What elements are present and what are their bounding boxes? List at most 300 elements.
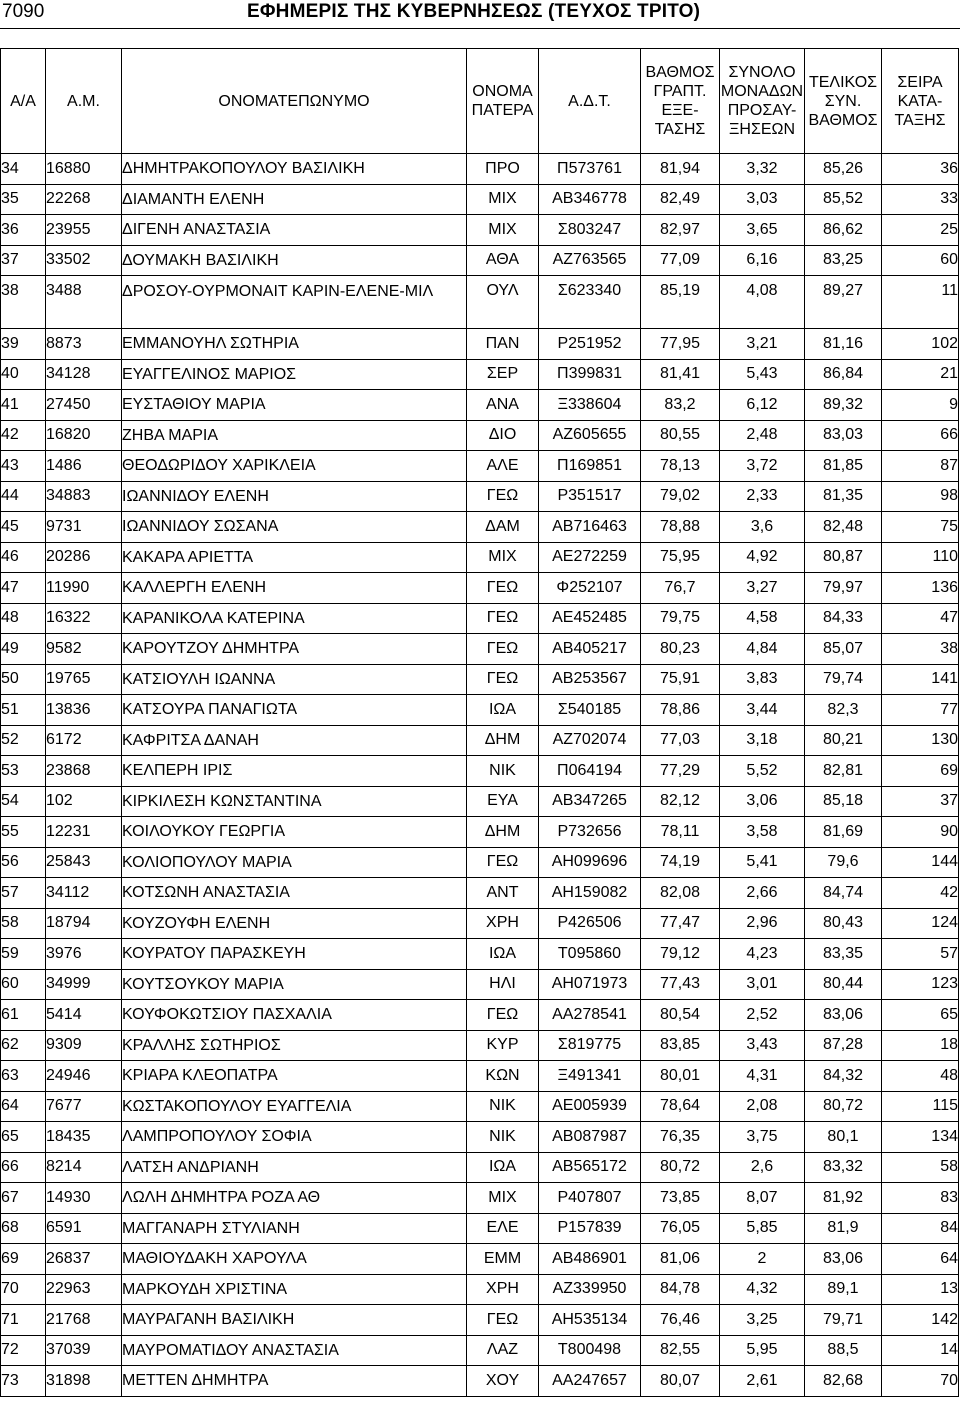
cell-final: 85,26 [805,154,882,185]
cell-rank: 75 [882,512,959,543]
cell-grade: 75,91 [641,664,720,695]
cell-aa: 63 [1,1061,46,1092]
cell-father: ΓΕΩ [467,603,539,634]
cell-points: 6,16 [720,245,805,276]
cell-points: 4,58 [720,603,805,634]
cell-rank: 77 [882,695,959,726]
cell-points: 2,52 [720,1000,805,1031]
cell-points: 3,58 [720,817,805,848]
cell-final: 87,28 [805,1030,882,1061]
cell-final: 83,32 [805,1152,882,1183]
cell-adt: ΑΖ605655 [539,420,641,451]
cell-adt: Π399831 [539,359,641,390]
table-row [1,939,959,970]
cell-name: ΚΙΡΚΙΛΕΣΗ ΚΩΝΣΤΑΝΤΙΝΑ [122,786,467,817]
cell-final: 89,27 [805,276,882,329]
table-row [1,1091,959,1122]
cell-adt: Σ540185 [539,695,641,726]
cell-father: ΔΗΜ [467,817,539,848]
table-row [1,1244,959,1275]
cell-am: 1486 [46,451,122,482]
cell-final: 79,74 [805,664,882,695]
cell-aa: 71 [1,1305,46,1336]
cell-name: ΔΗΜΗΤΡΑΚΟΠΟΥΛΟΥ ΒΑΣΙΛΙΚΗ [122,154,467,185]
cell-father: ΕΥΑ [467,786,539,817]
col-header-grade: ΒΑΘΜΟΣ ΓΡΑΠΤ. ΕΞΕ- ΤΑΣΗΣ [641,49,720,154]
cell-father: ΜΙΧ [467,184,539,215]
cell-name: ΖΗΒΑ ΜΑΡΙΑ [122,420,467,451]
cell-name: ΚΑΤΣΟΥΡΑ ΠΑΝΑΓΙΩΤΑ [122,695,467,726]
cell-aa: 51 [1,695,46,726]
cell-rank: 136 [882,573,959,604]
cell-points: 2,6 [720,1152,805,1183]
table-row [1,1213,959,1244]
table-row [1,817,959,848]
table-header-row [1,49,959,154]
cell-father: ΓΕΩ [467,481,539,512]
cell-am: 34112 [46,878,122,909]
cell-am: 7677 [46,1091,122,1122]
cell-am: 6591 [46,1213,122,1244]
cell-grade: 77,95 [641,329,720,360]
cell-name: ΛΩΛΗ ΔΗΜΗΤΡΑ ΡΟΖΑ ΑΘ [122,1183,467,1214]
cell-name: ΚΡΙΑΡΑ ΚΛΕΟΠΑΤΡΑ [122,1061,467,1092]
cell-final: 89,32 [805,390,882,421]
cell-final: 85,07 [805,634,882,665]
cell-rank: 33 [882,184,959,215]
cell-grade: 80,01 [641,1061,720,1092]
cell-am: 14930 [46,1183,122,1214]
cell-points: 2,96 [720,908,805,939]
cell-am: 33502 [46,245,122,276]
cell-father: ΔΗΜ [467,725,539,756]
cell-rank: 98 [882,481,959,512]
cell-father: ΔΙΟ [467,420,539,451]
cell-points: 2 [720,1244,805,1275]
cell-points: 3,03 [720,184,805,215]
cell-father: ΑΘΑ [467,245,539,276]
cell-name: ΙΩΑΝΝΙΔΟΥ ΕΛΕΝΗ [122,481,467,512]
page-number: 7090 [2,1,45,22]
cell-aa: 44 [1,481,46,512]
cell-grade: 79,12 [641,939,720,970]
cell-grade: 83,85 [641,1030,720,1061]
cell-final: 85,18 [805,786,882,817]
cell-adt: ΑΗ099696 [539,847,641,878]
table-row [1,1366,959,1397]
cell-points: 2,61 [720,1366,805,1397]
cell-adt: Ξ338604 [539,390,641,421]
cell-name: ΛΑΜΠΡΟΠΟΥΛΟΥ ΣΟΦΙΑ [122,1122,467,1153]
cell-points: 4,23 [720,939,805,970]
col-header-am: Α.Μ. [46,49,122,154]
cell-final: 86,84 [805,359,882,390]
cell-points: 4,92 [720,542,805,573]
table-row [1,1030,959,1061]
table-row [1,184,959,215]
cell-adt: Π169851 [539,451,641,482]
cell-am: 27450 [46,390,122,421]
cell-final: 83,25 [805,245,882,276]
cell-points: 4,31 [720,1061,805,1092]
cell-adt: ΑΕ452485 [539,603,641,634]
cell-grade: 75,95 [641,542,720,573]
cell-father: ΗΛΙ [467,969,539,1000]
cell-am: 9731 [46,512,122,543]
cell-aa: 69 [1,1244,46,1275]
cell-points: 4,08 [720,276,805,329]
cell-name: ΜΑΥΡΟΜΑΤΙΔΟΥ ΑΝΑΣΤΑΣΙΑ [122,1335,467,1366]
cell-rank: 124 [882,908,959,939]
cell-aa: 42 [1,420,46,451]
cell-name: ΚΟΤΣΩΝΗ ΑΝΑΣΤΑΣΙΑ [122,878,467,909]
cell-father: ΑΝΑ [467,390,539,421]
cell-rank: 58 [882,1152,959,1183]
cell-name: ΔΡΟΣΟΥ-ΟΥΡΜΟΝΑΙΤ ΚΑΡΙΝ-ΕΛΕΝΕ-ΜΙΛ [122,276,467,329]
cell-final: 86,62 [805,215,882,246]
table-row [1,154,959,185]
cell-aa: 46 [1,542,46,573]
cell-name: ΚΟΙΛΟΥΚΟΥ ΓΕΩΡΓΙΑ [122,817,467,848]
cell-name: ΘΕΟΔΩΡΙΔΟΥ ΧΑΡΙΚΛΕΙΑ [122,451,467,482]
cell-adt: ΑΕ005939 [539,1091,641,1122]
cell-father: ΜΙΧ [467,215,539,246]
cell-am: 16820 [46,420,122,451]
table-row [1,908,959,939]
cell-adt: ΑΗ159082 [539,878,641,909]
cell-final: 83,06 [805,1000,882,1031]
cell-name: ΜΑΘΙΟΥΔΑΚΗ ΧΑΡΟΥΛΑ [122,1244,467,1275]
cell-adt: Σ623340 [539,276,641,329]
table-row [1,276,959,329]
cell-grade: 76,05 [641,1213,720,1244]
cell-aa: 53 [1,756,46,787]
cell-grade: 85,19 [641,276,720,329]
cell-points: 3,44 [720,695,805,726]
cell-aa: 66 [1,1152,46,1183]
cell-father: ΟΥΛ [467,276,539,329]
cell-grade: 82,97 [641,215,720,246]
cell-aa: 48 [1,603,46,634]
cell-name: ΕΥΣΤΑΘΙΟΥ ΜΑΡΙΑ [122,390,467,421]
cell-rank: 57 [882,939,959,970]
table-row [1,573,959,604]
cell-adt: ΑΗ071973 [539,969,641,1000]
cell-father: ΙΩΑ [467,695,539,726]
cell-name: ΚΑΤΣΙΟΥΛΗ ΙΩΑΝΝΑ [122,664,467,695]
cell-name: ΜΑΓΓΑΝΑΡΗ ΣΤΥΛΙΑΝΗ [122,1213,467,1244]
cell-rank: 36 [882,154,959,185]
cell-rank: 144 [882,847,959,878]
cell-am: 13836 [46,695,122,726]
cell-grade: 80,55 [641,420,720,451]
cell-final: 80,1 [805,1122,882,1153]
cell-points: 3,65 [720,215,805,246]
col-header-adt: Α.Δ.Τ. [539,49,641,154]
cell-father: ΚΥΡ [467,1030,539,1061]
cell-grade: 77,03 [641,725,720,756]
cell-final: 81,35 [805,481,882,512]
cell-am: 16322 [46,603,122,634]
cell-am: 37039 [46,1335,122,1366]
table-row [1,451,959,482]
cell-adt: ΑΕ272259 [539,542,641,573]
cell-points: 2,48 [720,420,805,451]
cell-adt: Τ095860 [539,939,641,970]
cell-am: 21768 [46,1305,122,1336]
cell-points: 4,32 [720,1274,805,1305]
cell-aa: 47 [1,573,46,604]
cell-adt: ΑΑ247657 [539,1366,641,1397]
cell-points: 3,43 [720,1030,805,1061]
cell-adt: Σ819775 [539,1030,641,1061]
cell-adt: ΑΒ253567 [539,664,641,695]
cell-grade: 80,07 [641,1366,720,1397]
cell-adt: ΑΑ278541 [539,1000,641,1031]
cell-am: 19765 [46,664,122,695]
table-row [1,512,959,543]
cell-adt: ΑΒ347265 [539,786,641,817]
cell-grade: 74,19 [641,847,720,878]
cell-adt: Π064194 [539,756,641,787]
table-row [1,390,959,421]
cell-adt: ΑΖ763565 [539,245,641,276]
col-header-final: ΤΕΛΙΚΟΣ ΣΥΝ. ΒΑΘΜΟΣ [805,49,882,154]
cell-points: 2,66 [720,878,805,909]
cell-rank: 47 [882,603,959,634]
cell-name: ΜΑΡΚΟΥΔΗ ΧΡΙΣΤΙΝΑ [122,1274,467,1305]
cell-final: 79,97 [805,573,882,604]
cell-am: 31898 [46,1366,122,1397]
cell-adt: ΑΗ535134 [539,1305,641,1336]
cell-rank: 66 [882,420,959,451]
cell-points: 3,01 [720,969,805,1000]
cell-name: ΚΟΛΙΟΠΟΥΛΟΥ ΜΑΡΙΑ [122,847,467,878]
cell-grade: 79,02 [641,481,720,512]
cell-am: 23955 [46,215,122,246]
cell-rank: 64 [882,1244,959,1275]
cell-final: 84,74 [805,878,882,909]
cell-name: ΚΟΥΤΣΟΥΚΟΥ ΜΑΡΙΑ [122,969,467,1000]
cell-aa: 38 [1,276,46,329]
table-row [1,695,959,726]
table-row [1,215,959,246]
cell-final: 83,03 [805,420,882,451]
cell-points: 8,07 [720,1183,805,1214]
cell-am: 3488 [46,276,122,329]
cell-father: ΙΩΑ [467,939,539,970]
cell-adt: Ρ157839 [539,1213,641,1244]
cell-father: ΓΕΩ [467,634,539,665]
cell-name: ΔΙΓΕΝΗ ΑΝΑΣΤΑΣΙΑ [122,215,467,246]
cell-points: 5,95 [720,1335,805,1366]
cell-final: 82,3 [805,695,882,726]
cell-father: ΔΑΜ [467,512,539,543]
cell-rank: 21 [882,359,959,390]
cell-aa: 43 [1,451,46,482]
cell-am: 22268 [46,184,122,215]
cell-aa: 58 [1,908,46,939]
cell-grade: 78,86 [641,695,720,726]
cell-am: 11990 [46,573,122,604]
table-row [1,878,959,909]
cell-father: ΜΙΧ [467,1183,539,1214]
table-row [1,1305,959,1336]
cell-rank: 9 [882,390,959,421]
cell-points: 5,52 [720,756,805,787]
page-title: ΕΦΗΜΕΡΙΣ ΤΗΣ ΚΥΒΕΡΝΗΣΕΩΣ (ΤΕΥΧΟΣ ΤΡΙΤΟ) [247,1,701,22]
cell-grade: 78,11 [641,817,720,848]
cell-rank: 42 [882,878,959,909]
cell-aa: 40 [1,359,46,390]
cell-grade: 82,12 [641,786,720,817]
cell-grade: 82,55 [641,1335,720,1366]
cell-final: 89,1 [805,1274,882,1305]
table-row [1,1061,959,1092]
cell-points: 2,33 [720,481,805,512]
cell-father: ΕΜΜ [467,1244,539,1275]
cell-rank: 14 [882,1335,959,1366]
cell-points: 3,25 [720,1305,805,1336]
cell-rank: 48 [882,1061,959,1092]
cell-rank: 65 [882,1000,959,1031]
cell-grade: 83,2 [641,390,720,421]
cell-final: 83,35 [805,939,882,970]
table-row [1,664,959,695]
cell-father: ΠΑΝ [467,329,539,360]
cell-final: 79,71 [805,1305,882,1336]
cell-father: ΓΕΩ [467,573,539,604]
cell-aa: 67 [1,1183,46,1214]
table-row [1,481,959,512]
cell-adt: Ρ407807 [539,1183,641,1214]
cell-am: 8214 [46,1152,122,1183]
cell-grade: 78,88 [641,512,720,543]
cell-grade: 84,78 [641,1274,720,1305]
cell-final: 82,48 [805,512,882,543]
cell-aa: 73 [1,1366,46,1397]
cell-name: ΕΥΑΓΓΕΛΙΝΟΣ ΜΑΡΙΟΣ [122,359,467,390]
cell-father: ΝΙΚ [467,756,539,787]
cell-rank: 130 [882,725,959,756]
table-row [1,786,959,817]
cell-aa: 45 [1,512,46,543]
table-body [1,154,959,1397]
cell-grade: 77,09 [641,245,720,276]
table-row [1,969,959,1000]
cell-aa: 59 [1,939,46,970]
cell-am: 9309 [46,1030,122,1061]
table-row [1,603,959,634]
cell-rank: 18 [882,1030,959,1061]
cell-grade: 76,7 [641,573,720,604]
table-row [1,1274,959,1305]
cell-grade: 79,75 [641,603,720,634]
cell-am: 9582 [46,634,122,665]
cell-rank: 83 [882,1183,959,1214]
cell-rank: 11 [882,276,959,329]
cell-adt: Π573761 [539,154,641,185]
cell-rank: 37 [882,786,959,817]
cell-final: 85,52 [805,184,882,215]
cell-final: 81,92 [805,1183,882,1214]
cell-father: ΧΡΗ [467,908,539,939]
cell-am: 34999 [46,969,122,1000]
cell-final: 82,81 [805,756,882,787]
cell-father: ΜΙΧ [467,542,539,573]
cell-adt: ΑΒ087987 [539,1122,641,1153]
cell-rank: 102 [882,329,959,360]
cell-rank: 38 [882,634,959,665]
cell-adt: Φ252107 [539,573,641,604]
cell-aa: 65 [1,1122,46,1153]
cell-grade: 76,35 [641,1122,720,1153]
cell-rank: 110 [882,542,959,573]
cell-aa: 70 [1,1274,46,1305]
cell-aa: 37 [1,245,46,276]
cell-grade: 73,85 [641,1183,720,1214]
cell-am: 22963 [46,1274,122,1305]
table-row [1,359,959,390]
cell-adt: Ρ351517 [539,481,641,512]
cell-final: 79,6 [805,847,882,878]
cell-father: ΣΕΡ [467,359,539,390]
cell-am: 8873 [46,329,122,360]
cell-am: 23868 [46,756,122,787]
cell-name: ΔΟΥΜΑΚΗ ΒΑΣΙΛΙΚΗ [122,245,467,276]
cell-grade: 82,49 [641,184,720,215]
cell-adt: Ρ732656 [539,817,641,848]
cell-aa: 64 [1,1091,46,1122]
cell-name: ΕΜΜΑΝΟΥΗΛ ΣΩΤΗΡΙΑ [122,329,467,360]
cell-points: 3,83 [720,664,805,695]
table-row [1,725,959,756]
cell-points: 3,72 [720,451,805,482]
results-table [0,48,959,1397]
cell-name: ΚΑΡΟΥΤΖΟΥ ΔΗΜΗΤΡΑ [122,634,467,665]
cell-am: 20286 [46,542,122,573]
table-row [1,1335,959,1366]
cell-name: ΚΟΥΡΑΤΟΥ ΠΑΡΑΣΚΕΥΗ [122,939,467,970]
cell-father: ΚΩΝ [467,1061,539,1092]
table-row [1,542,959,573]
cell-adt: ΑΒ405217 [539,634,641,665]
cell-father: ΓΕΩ [467,847,539,878]
cell-am: 3976 [46,939,122,970]
cell-am: 102 [46,786,122,817]
table-row [1,1122,959,1153]
cell-father: ΓΕΩ [467,1305,539,1336]
cell-rank: 84 [882,1213,959,1244]
cell-rank: 69 [882,756,959,787]
cell-final: 88,5 [805,1335,882,1366]
cell-adt: Τ800498 [539,1335,641,1366]
cell-points: 3,27 [720,573,805,604]
cell-father: ΧΟΥ [467,1366,539,1397]
table-row [1,634,959,665]
cell-aa: 68 [1,1213,46,1244]
cell-father: ΠΡΟ [467,154,539,185]
cell-grade: 82,08 [641,878,720,909]
cell-adt: ΑΖ702074 [539,725,641,756]
cell-aa: 41 [1,390,46,421]
cell-rank: 123 [882,969,959,1000]
table-row [1,420,959,451]
table-row [1,756,959,787]
cell-points: 5,41 [720,847,805,878]
cell-adt: Ρ426506 [539,908,641,939]
cell-points: 3,06 [720,786,805,817]
